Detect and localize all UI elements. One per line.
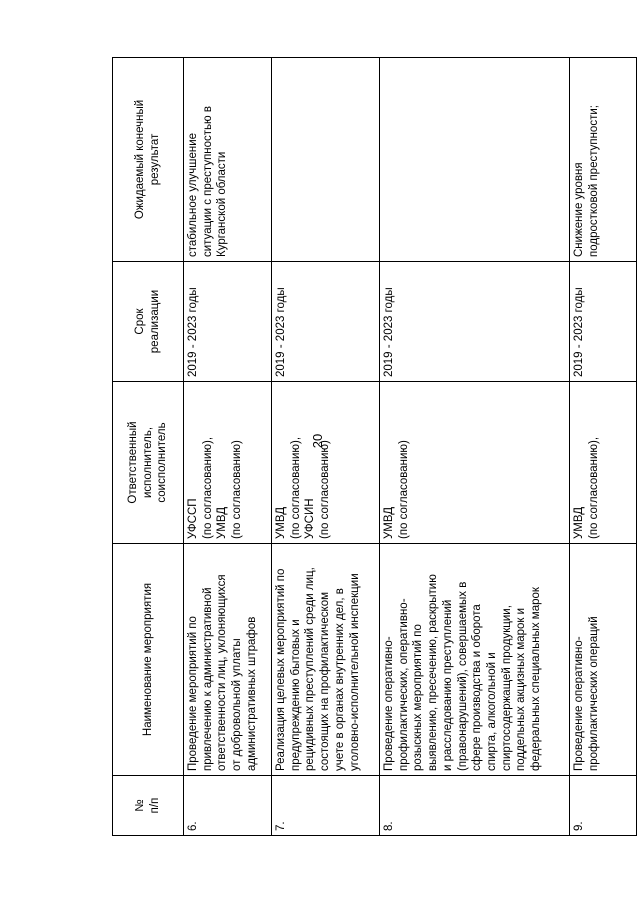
row-number: 9.	[570, 776, 637, 836]
measures-table-rotated	[112, 58, 600, 836]
text-line: Наименование мероприятия	[141, 582, 154, 737]
table-row	[272, 58, 380, 836]
measures-table	[112, 57, 637, 836]
page-number: 20	[310, 433, 325, 449]
text-line: профилактических, оперативно-	[397, 598, 410, 771]
text-line: выявлению, пресечению, раскрытию	[427, 574, 440, 771]
text-line: Проведение оперативно-	[573, 636, 585, 771]
measure-executors	[184, 382, 272, 544]
measure-name	[380, 544, 570, 776]
text-line: ситуации с преступностью в	[201, 106, 214, 257]
text-line: (по согласованию)	[319, 440, 332, 539]
text-line: соисполнитель	[156, 422, 169, 503]
header-term	[113, 262, 184, 382]
text-line: Проведение мероприятий по	[187, 616, 199, 771]
text-line: (правонарушений), совершаемых в	[456, 581, 469, 771]
header-num	[113, 776, 184, 836]
text-line: спирта, алкогольной и	[486, 652, 499, 771]
text-line: УФСИН	[304, 498, 317, 539]
measure-name	[184, 544, 272, 776]
text-line: спиртосодержащей продукции,	[500, 605, 513, 771]
table-row	[380, 58, 570, 836]
text-line: розыскных мероприятий по	[412, 624, 425, 771]
measure-result	[272, 58, 380, 262]
text-line: административных штрафов	[245, 616, 258, 771]
measure-executors	[272, 382, 380, 544]
text-line: поддельных акцизных марок и	[515, 607, 528, 771]
text-line: предупреждению бытовых и	[289, 619, 302, 771]
text-line: УФССП	[187, 498, 199, 539]
text-line: (по согласованию),	[289, 436, 302, 539]
row-number: 8.	[380, 776, 570, 836]
text-line: Снижение уровня	[573, 162, 585, 257]
text-line: УМВД	[383, 506, 395, 539]
measure-result	[570, 58, 637, 262]
measure-name	[570, 544, 637, 776]
header-name	[113, 544, 184, 776]
text-line: (по согласованию)	[397, 440, 410, 539]
row-number: 7.	[272, 776, 380, 836]
text-line: федеральных специальных марок	[530, 587, 543, 771]
text-line: стабильное улучшение	[187, 132, 199, 257]
measure-result	[184, 58, 272, 262]
text-line: рецидивных преступлений среди лиц,	[304, 567, 317, 771]
text-line: УМВД	[275, 506, 287, 539]
measure-term: 2019 - 2023 годы	[570, 262, 637, 382]
table-row	[184, 58, 272, 836]
measure-result	[380, 58, 570, 262]
text-line: (по согласованию),	[201, 436, 214, 539]
text-line: профилактических операций	[587, 616, 600, 771]
text-line: учете в органах внутренних дел, в	[333, 588, 346, 771]
text-line: №	[134, 799, 147, 812]
text-line: УМВД	[216, 506, 229, 539]
text-line: от добровольной уплаты	[231, 638, 244, 771]
text-line: Реализация целевых мероприятий по	[275, 568, 287, 771]
measure-executors	[570, 382, 637, 544]
text-line: подростковой преступности;	[587, 105, 600, 257]
text-line: состоящих на профилактическом	[319, 591, 332, 771]
text-line: (по согласованию)	[231, 440, 244, 539]
text-line: уголовно-исполнительной инспекции	[348, 573, 361, 771]
table-row	[570, 58, 637, 836]
text-line: результат	[149, 133, 161, 186]
text-line: и расследованию преступлений	[441, 599, 454, 771]
text-line: сфере производства и оборота	[471, 604, 484, 771]
text-line: реализации	[149, 289, 161, 354]
measure-term: 2019 - 2023 годы	[380, 262, 570, 382]
row-number: 6.	[184, 776, 272, 836]
text-line: УМВД	[573, 506, 585, 539]
header-result	[113, 58, 184, 262]
text-line: Ожидаемый конечный	[134, 99, 147, 220]
text-line: п/п	[149, 797, 161, 814]
text-line: ответственности лиц, уклоняющихся	[216, 574, 229, 771]
text-line: Срок	[134, 308, 147, 335]
table-header-row	[113, 58, 184, 836]
text-line: Проведение оперативно-	[383, 636, 395, 771]
text-line: привлечению к административной	[201, 587, 214, 771]
header-executors	[113, 382, 184, 544]
measure-term: 2019 - 2023 годы	[184, 262, 272, 382]
text-line: (по согласованию),	[587, 436, 600, 539]
measure-term: 2019 - 2023 годы	[272, 262, 380, 382]
measure-name	[272, 544, 380, 776]
text-line: исполнитель,	[141, 426, 154, 499]
measure-executors	[380, 382, 570, 544]
text-line: Курганской области	[216, 151, 229, 257]
text-line: Ответственный	[126, 421, 139, 504]
